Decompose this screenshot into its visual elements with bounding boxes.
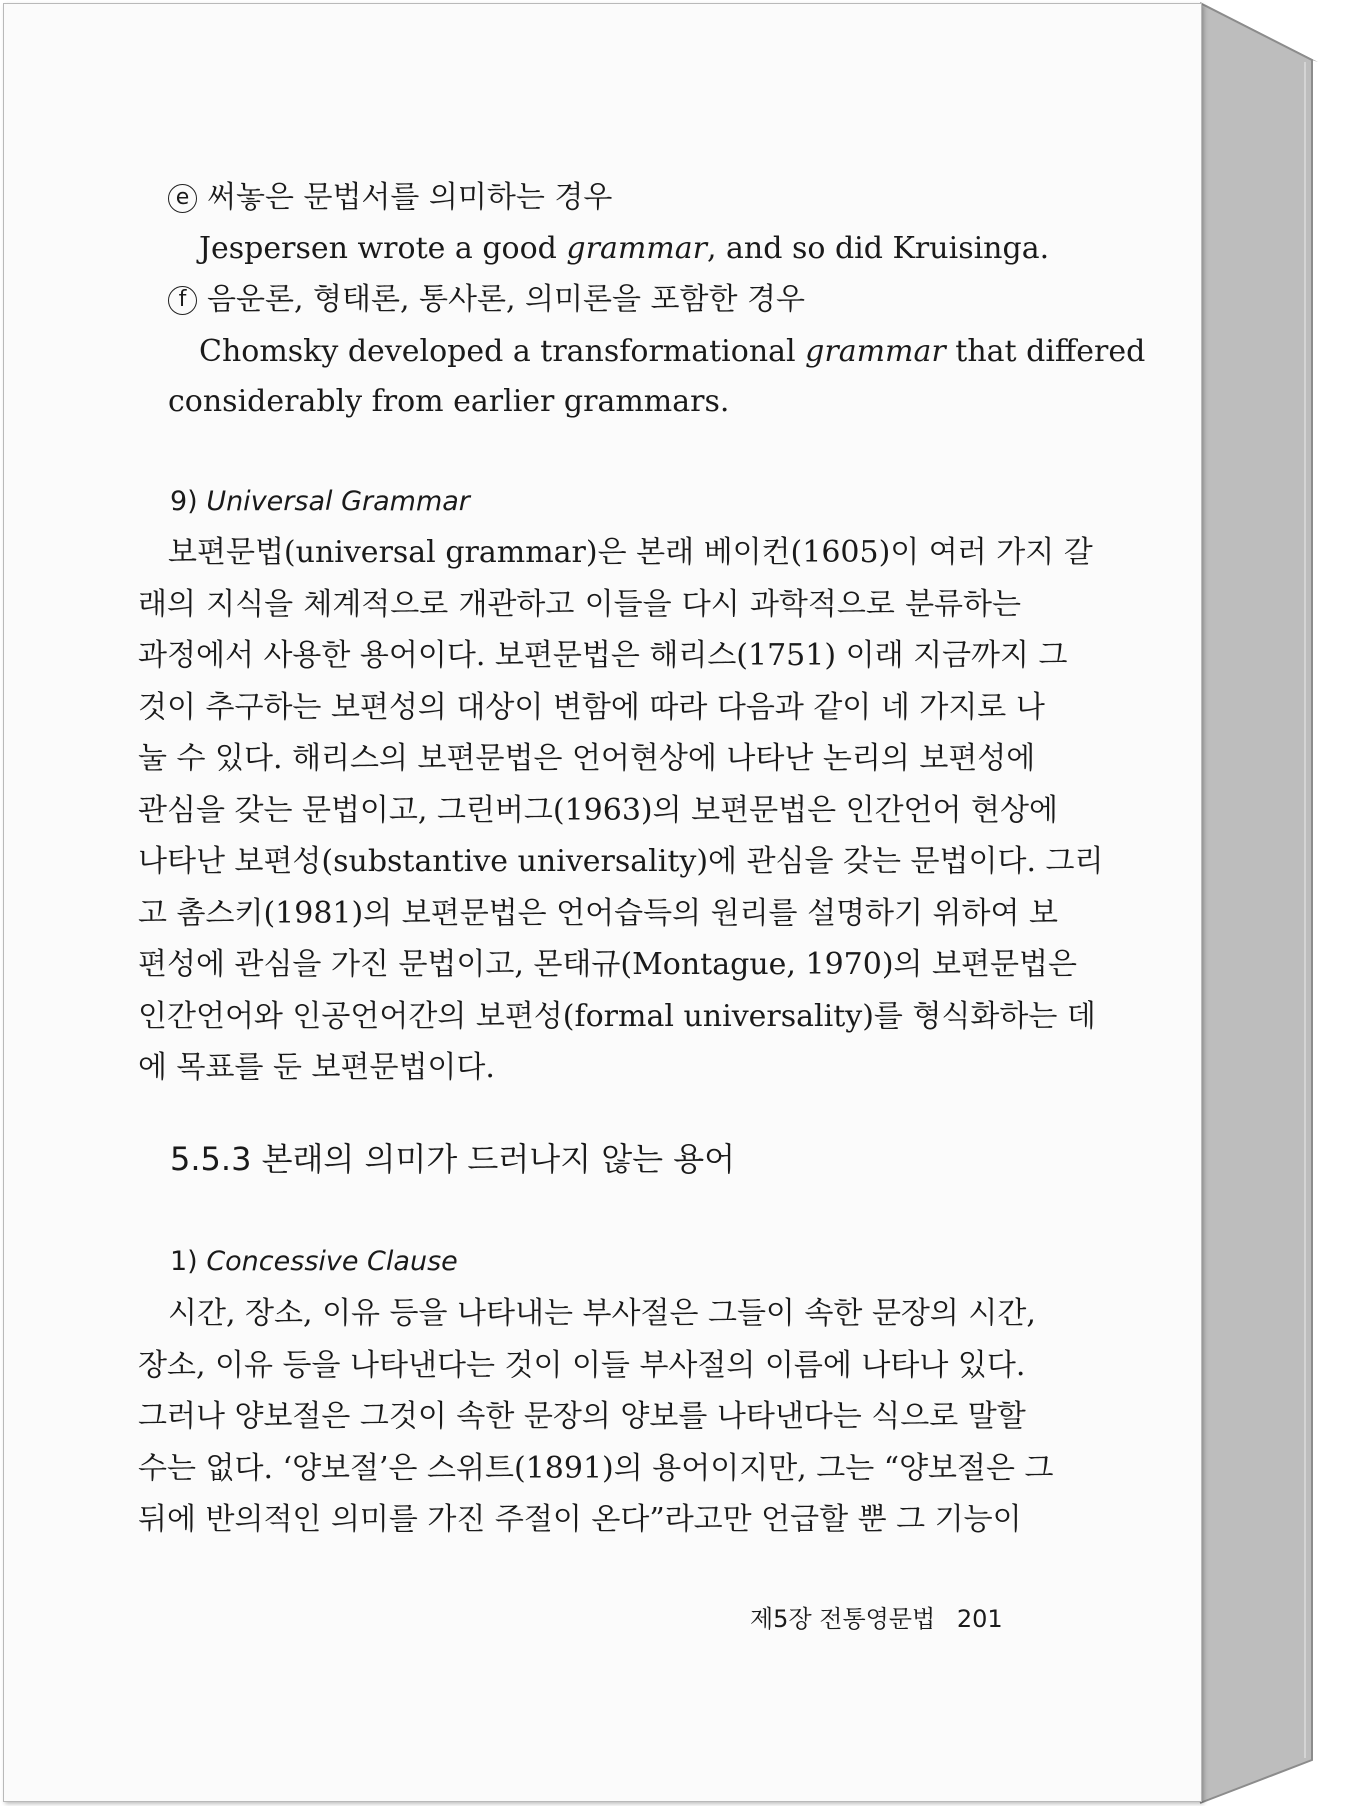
section-9-title: 9) Universal Grammar — [170, 486, 470, 517]
paragraph-line: 편성에 관심을 가진 문법이고, 몬태규(Montague, 1970)의 보편문법은 — [138, 947, 1077, 982]
paragraph-line: 래의 지식을 체계적으로 개관하고 이들을 다시 과학적으로 분류하는 — [138, 586, 1021, 622]
running-head: 제5장 전통영문법 — [750, 1605, 936, 1633]
item-e-example: Jespersen wrote a good grammar, and so did Kruisinga. — [199, 231, 1050, 266]
page-footer — [750, 1604, 1003, 1634]
section-5-5-3-heading: 5.5.3 본래의 의미가 드러나지 않는 용어 — [170, 1140, 736, 1178]
item-f-heading: f 음운론, 형태론, 통사론, 의미론을 포함한 경우 — [168, 282, 805, 318]
circled-e-marker: e — [168, 184, 197, 213]
paragraph-line: 보편문법(universal grammar)은 본래 베이컨(1605)이 여러 가지 갈 — [168, 535, 1093, 570]
page-number: 201 — [956, 1605, 1003, 1633]
paragraph-line: 인간언어와 인공언어간의 보편성(formal universality)를 형식화하는 데 — [138, 998, 1096, 1034]
paragraph-line: 눌 수 있다. 해리스의 보편문법은 언어현상에 나타난 논리의 보편성에 — [138, 741, 1036, 776]
circled-f-marker: f — [168, 286, 197, 315]
paragraph-line: 것이 추구하는 보편성의 대상이 변함에 따라 다음과 같이 네 가지로 나 — [138, 689, 1045, 725]
section-1-title: 1) Concessive Clause — [170, 1246, 458, 1277]
paragraph-line: 시간, 장소, 이유 등을 나타내는 부사절은 그들이 속한 문장의 시간, — [168, 1296, 1036, 1331]
item-f-example-line2: considerably from earlier grammars. — [168, 384, 730, 419]
paragraph-line: 고 촘스키(1981)의 보편문법은 언어습득의 원리를 설명하기 위하여 보 — [138, 895, 1058, 931]
paragraph-line: 과정에서 사용한 용어이다. 보편문법은 해리스(1751) 이래 지금까지 그 — [138, 638, 1068, 673]
paragraph-line: 나타난 보편성(substantive universality)에 관심을 갖는 문법이다. 그리 — [138, 844, 1104, 879]
paragraph-line: 수는 없다. ‘양보절’은 스위트(1891)의 용어이지만, 그는 “양보절은 그 — [138, 1450, 1054, 1486]
paragraph-line: 그러나 양보절은 그것이 속한 문장의 양보를 나타낸다는 식으로 말할 — [138, 1399, 1026, 1434]
item-e-heading: e 써놓은 문법서를 의미하는 경우 — [168, 180, 612, 216]
paragraph-line: 에 목표를 둔 보편문법이다. — [138, 1050, 495, 1085]
paragraph-line: 장소, 이유 등을 나타낸다는 것이 이들 부사절의 이름에 나타나 있다. — [138, 1347, 1026, 1383]
item-f-example: Chomsky developed a transformational grammar that differed — [199, 334, 1146, 369]
paragraph-line: 뒤에 반의적인 의미를 가진 주절이 온다”라고만 언급할 뿐 그 기능이 — [138, 1502, 1022, 1537]
paragraph-line: 관심을 갖는 문법이고, 그린버그(1963)의 보편문법은 인간언어 현상에 — [138, 792, 1058, 828]
